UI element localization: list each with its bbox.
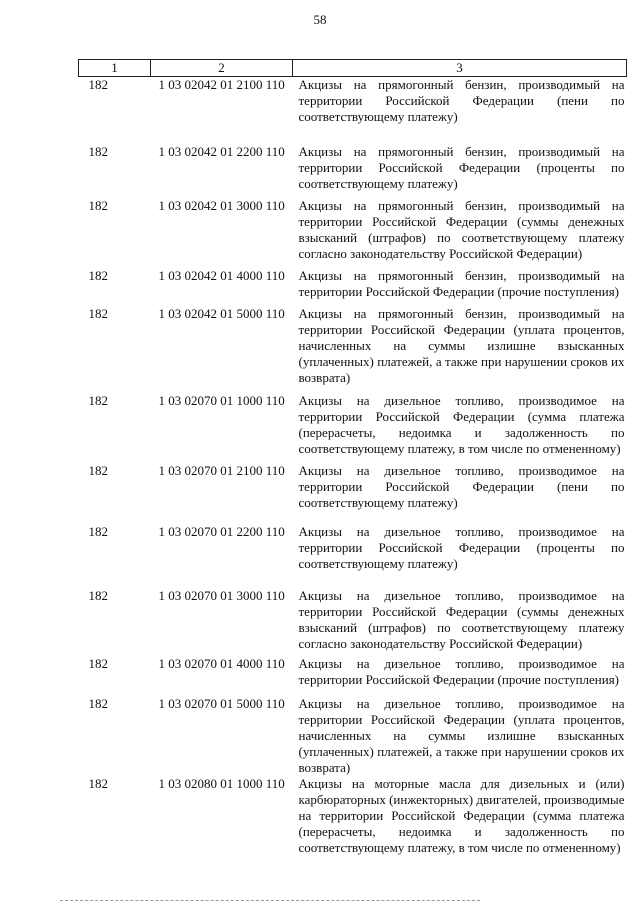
description-cell: Акцизы на дизельное топливо, производимое на территории Российской Федерации (прочие поступления) [298,655,625,687]
admin-code-cell: 182 [88,305,108,321]
description-cell: Акцизы на прямогонный бензин, производимый на территории Российской Федерации (проценты по соответствующему платежу) [298,143,625,191]
page-bottom-divider [60,900,480,902]
table-row [79,524,627,588]
admin-code-cell: 182 [88,775,108,791]
page-number: 58 [313,12,327,27]
table-row [79,144,627,198]
kbk-code-cell: 1 03 02080 01 1000 110 [158,775,285,791]
kbk-code-cell: 1 03 02070 01 1000 110 [158,392,285,408]
column-header-3: 3 [293,60,627,77]
admin-code-cell: 182 [88,392,108,408]
table-row [79,77,627,144]
description-cell: Акцизы на прямогонный бензин, производимый на территории Российской Федерации (прочие поступления) [298,267,625,299]
column-header-1: 1 [79,60,151,77]
kbk-code-cell: 1 03 02070 01 4000 110 [158,655,285,671]
admin-code-cell: 182 [88,655,108,671]
kbk-code-cell: 1 03 02070 01 2100 110 [158,462,285,478]
admin-code-cell: 182 [88,197,108,213]
description-cell: Акцизы на дизельное топливо, производимое на территории Российской Федерации (уплата процентов, начисленных на суммы излишне взысканных (уплаченных) платежей, а также при нарушении сроков их возврата) [298,695,625,775]
table-body [79,77,627,862]
table-row [79,463,627,524]
table-row [79,776,627,862]
description-cell: Акцизы на дизельное топливо, производимое на территории Российской Федерации (проценты по соответствующему платежу) [298,523,625,571]
admin-code-cell: 182 [88,523,108,539]
admin-code-cell: 182 [88,143,108,159]
kbk-code-cell: 1 03 02070 01 5000 110 [158,695,285,711]
column-header-2: 2 [151,60,293,77]
admin-code-cell: 182 [88,77,108,92]
description-cell: Акцизы на дизельное топливо, производимое на территории Российской Федерации (суммы денежных взысканий (штрафов) по соответствующему платежу согласно законодательству Российской Федерации) [298,587,625,651]
table-row [79,696,627,776]
kbk-code-cell: 1 03 02042 01 3000 110 [158,197,285,213]
kbk-code-cell: 1 03 02070 01 2200 110 [158,523,285,539]
kbk-code-cell: 1 03 02042 01 4000 110 [158,267,285,283]
description-cell: Акцизы на прямогонный бензин, производимый на территории Российской Федерации (пени по соответствующему платежу) [298,77,625,124]
admin-code-cell: 182 [88,462,108,478]
kbk-code-cell: 1 03 02042 01 2200 110 [158,143,285,159]
kbk-code-cell: 1 03 02070 01 3000 110 [158,587,285,603]
admin-code-cell: 182 [88,267,108,283]
kbk-code-cell: 1 03 02042 01 2100 110 [158,77,285,92]
table-row [79,588,627,656]
table-row [79,198,627,268]
description-cell: Акцизы на дизельное топливо, производимое на территории Российской Федерации (пени по соответствующему платежу) [298,462,625,510]
description-cell: Акцизы на моторные масла для дизельных и (или) карбюраторных (инжекторных) двигателей, производимые на территории Российской Федерации (сумма платежа (перерасчеты, недоимка и задолженность по соответствующему платежу, в том числе по отмененному) [298,775,625,855]
description-cell: Акцизы на дизельное топливо, производимое на территории Российской Федерации (сумма платежа (перерасчеты, недоимка и задолженность по соответствующему платежу, в том числе по отмененному) [298,392,625,456]
table-row [79,656,627,696]
admin-code-cell: 182 [88,587,108,603]
kbk-code-cell: 1 03 02042 01 5000 110 [158,305,285,321]
kbk-table [78,59,627,862]
description-cell: Акцизы на прямогонный бензин, производимый на территории Российской Федерации (уплата процентов, начисленных на суммы излишне взысканных (уплаченных) платежей, а также при нарушении сроков их возврата) [298,305,625,385]
table-row [79,306,627,393]
admin-code-cell: 182 [88,695,108,711]
description-cell: Акцизы на прямогонный бензин, производимый на территории Российской Федерации (суммы денежных взысканий (штрафов) по соответствующему платежу согласно законодательству Российской Федерации) [298,197,625,261]
table-row [79,393,627,463]
header-row [79,60,627,77]
table-row [79,268,627,306]
table-header [79,60,627,77]
